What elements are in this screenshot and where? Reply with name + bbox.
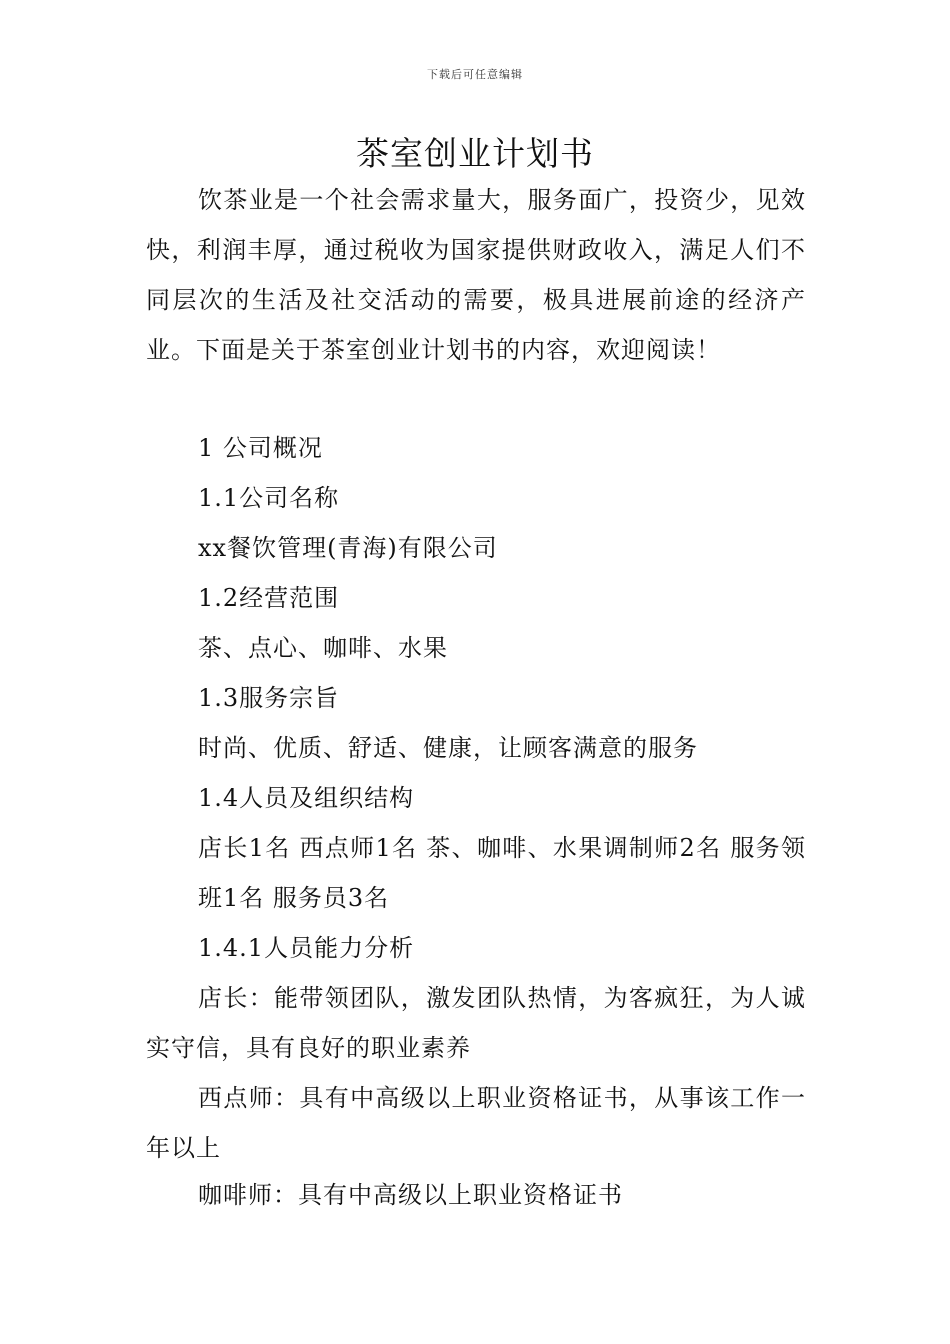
service-purpose-text: 时尚、优质、舒适、健康，让顾客满意的服务 [198, 734, 698, 762]
subsection-heading: 1.3服务宗旨 [198, 684, 340, 712]
document-title: 茶室创业计划书 [356, 134, 594, 173]
page-header-note: 下载后可任意编辑 [427, 68, 523, 81]
section-heading: 1 公司概况 [198, 434, 323, 462]
subsection-heading: 1.4人员及组织结构 [198, 784, 415, 812]
barista-ability-text: 咖啡师：具有中高级以上职业资格证书 [198, 1181, 623, 1209]
subsection-heading: 1.4.1人员能力分析 [198, 934, 415, 962]
staff-structure-text: 店长1名 西点师1名 茶、咖啡、水果调制师2名 服务领班1名 服务员3名 [198, 834, 806, 912]
subsection-heading: 1.1公司名称 [198, 484, 340, 512]
pastry-chef-ability-text: 西点师：具有中高级以上职业资格证书，从事该工作一年以上 [146, 1084, 806, 1162]
intro-paragraph: 饮茶业是一个社会需求量大，服务面广，投资少，见效快，利润丰厚，通过税收为国家提供财政收入，满足人们不同层次的生活及社交活动的需要，极具进展前途的经济产业。下面是关于茶室创业计划书的内容，欢迎阅读！ [146, 186, 806, 364]
manager-ability-text: 店长：能带领团队，激发团队热情，为客疯狂，为人诚实守信，具有良好的职业素养 [146, 984, 806, 1062]
business-scope-text: 茶、点心、咖啡、水果 [198, 634, 448, 662]
subsection-heading: 1.2经营范围 [198, 584, 340, 612]
company-name-text: xx餐饮管理(青海)有限公司 [198, 534, 498, 562]
